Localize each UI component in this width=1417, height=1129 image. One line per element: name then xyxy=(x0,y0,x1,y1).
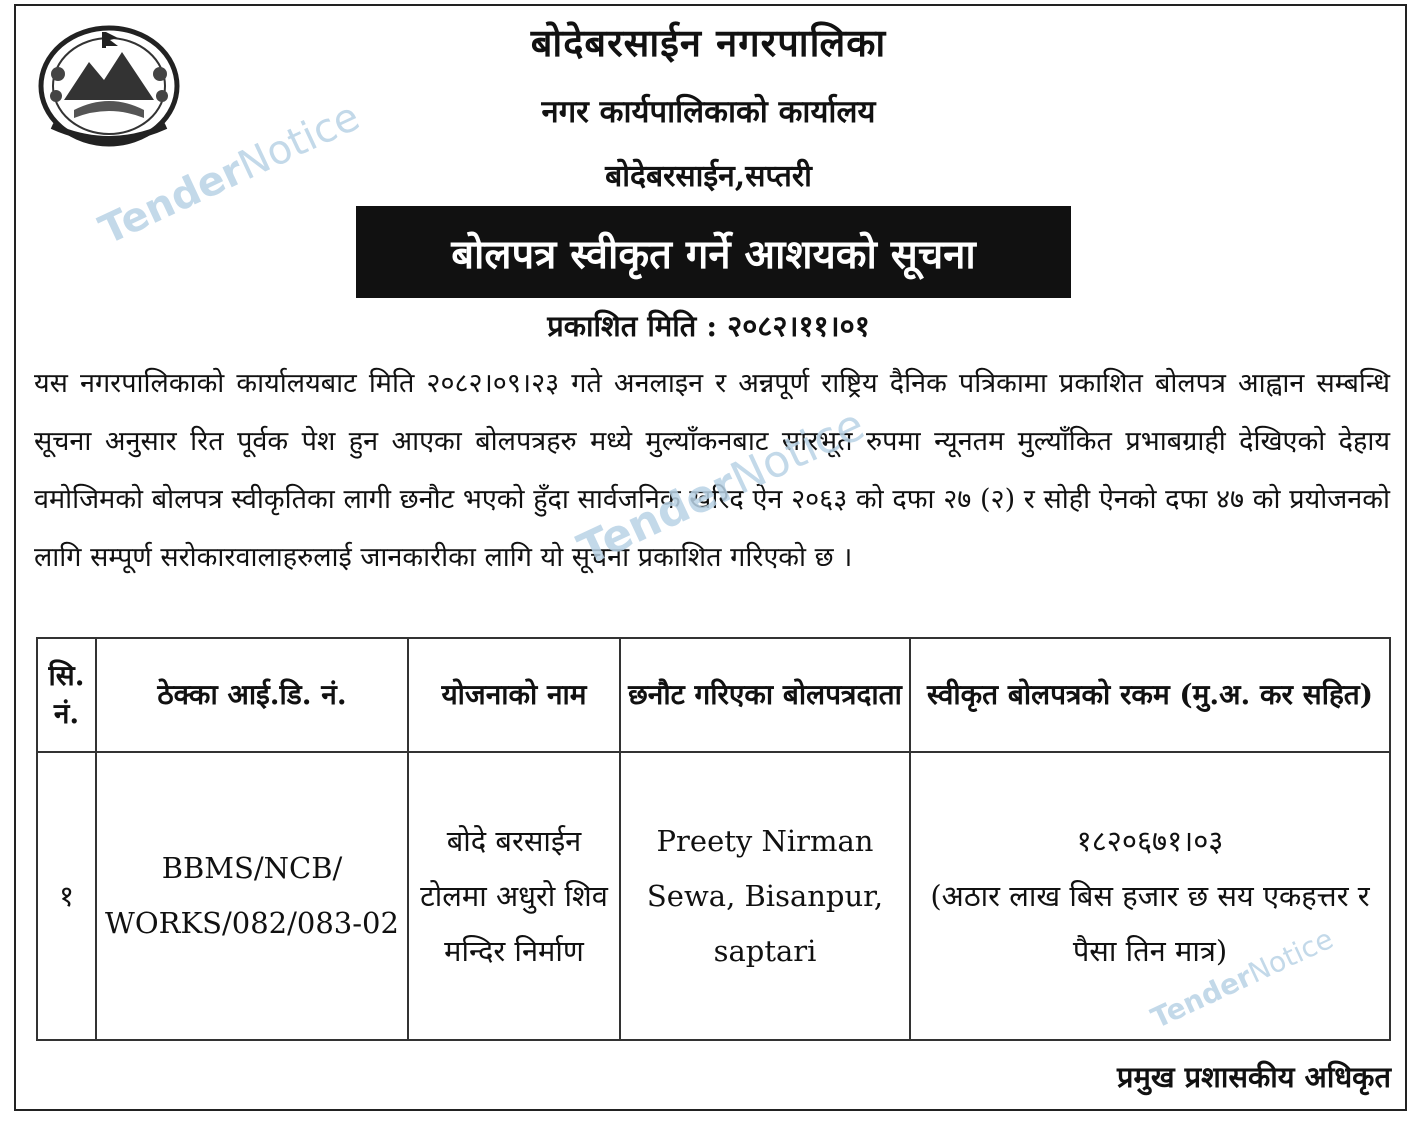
cell-selected-bidder: Preety Nirman Sewa, Bisanpur, saptari xyxy=(620,752,910,1040)
header-serial-number: सि. नं. xyxy=(37,638,96,752)
header-contract-id: ठेक्का आई.डि. नं. xyxy=(96,638,408,752)
header-selected-bidder: छनौट गरिएका बोलपत्रदाता xyxy=(620,638,910,752)
notice-title-banner xyxy=(356,206,1071,298)
watermark-brand-light: Notice xyxy=(1243,921,1339,990)
cell-contract-id: BBMS/NCB/ WORKS/082/083-02 xyxy=(96,752,408,1040)
award-table xyxy=(36,637,1391,1041)
watermark-brand-bold: Tender xyxy=(1146,959,1258,1035)
watermark-brand-light: Notice xyxy=(231,93,367,190)
cell-serial-number: १ xyxy=(37,752,96,1040)
table-header-row xyxy=(37,638,1390,752)
municipality-name: बोदेबरसाईन नगरपालिका xyxy=(530,20,887,65)
header-project-name: योजनाको नाम xyxy=(408,638,620,752)
amount-in-words: (अठार लाख बिस हजार छ सय एकहत्तर र पैसा तिन मात्र) xyxy=(930,878,1370,968)
published-date: प्रकाशित मिति : २०८२।११।०१ xyxy=(547,309,870,343)
office-location: बोदेबरसाईन,सप्तरी xyxy=(605,159,812,194)
office-name: नगर कार्यपालिकाको कार्यालय xyxy=(541,94,876,130)
header-approved-amount: स्वीकृत बोलपत्रको रकम (मु.अ. कर सहित) xyxy=(910,638,1390,752)
signature-title: प्रमुख प्रशासकीय अधिकृत xyxy=(1116,1060,1391,1094)
watermark-brand-bold: Tender xyxy=(570,458,745,576)
cell-approved-amount xyxy=(910,752,1390,1040)
notice-title: बोलपत्र स्वीकृत गर्ने आशयको सूचना xyxy=(451,230,976,278)
amount-figure: १८२०६७१।०३ xyxy=(1076,823,1224,858)
watermark-brand-bold: Tender xyxy=(92,147,251,254)
notice-body-text: यस नगरपालिकाको कार्यालयबाट मिति २०८२।०९।२३ गते अनलाइन र अन्नपूर्ण राष्ट्रिय दैनिक पत्रिकामा प्रकाशित बोलपत्र आह्वान सम्बन्धि सूचना अनुसार रित पूर्वक पेश हुन आएका बोलपत्रहरु मध्ये मुल्याँकनबाट सारभूत रुपमा न्यूनतम मुल्याँकित प्रभाबग्राही देखिएको देहाय वमोजिमको बोलपत्र स्वीकृतिका लागी छनौट भएको हुँदा सार्वजनिक खरिद ऐन २०६३ को दफा २७ (२) र सोही ऐनको दफा ४७ को प्रयोजनको लागि सम्पूर्ण सरोकारवालाहरुलाई जानकारीका लागि यो सूचना प्रकाशित गरिएको छ । xyxy=(34,368,1390,573)
cell-project-name: बोदे बरसाईन टोलमा अधुरो शिव मन्दिर निर्माण xyxy=(408,752,620,1040)
watermark-brand-light: Notice xyxy=(723,399,873,505)
